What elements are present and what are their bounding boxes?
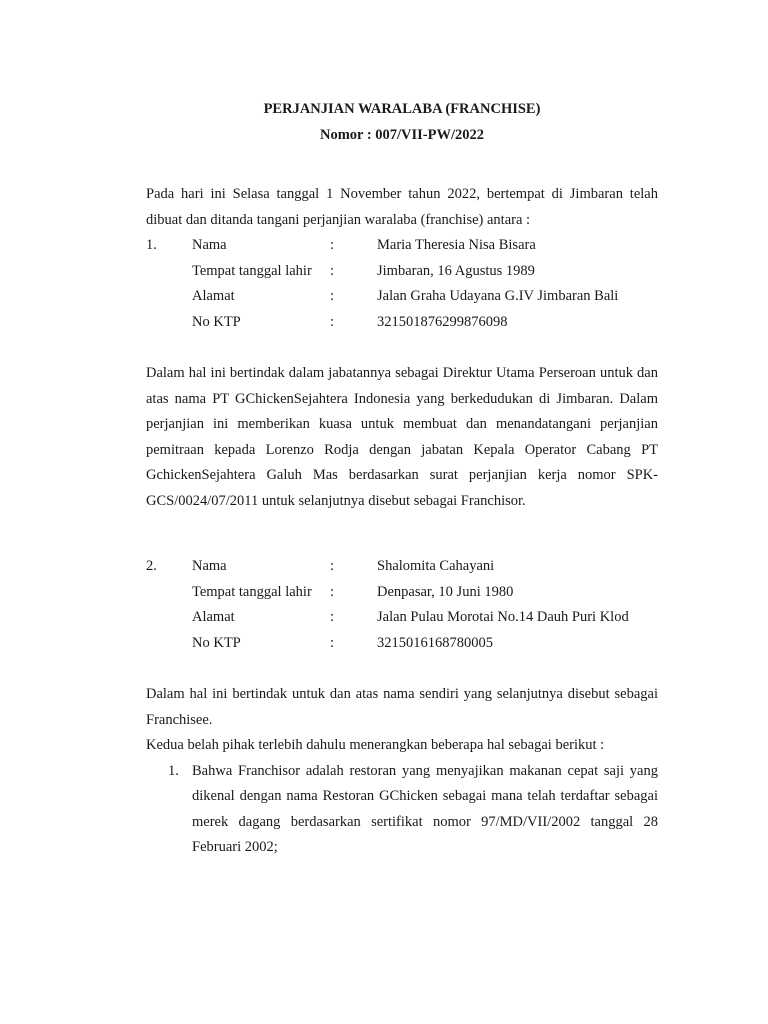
field-label: Nama <box>192 558 227 574</box>
field-value: Shalomita Cahayani <box>377 558 495 574</box>
field-value: Jalan Pulau Morotai No.14 Dauh Puri Klod <box>377 609 629 625</box>
field-value: Denpasar, 10 Juni 1980 <box>377 583 514 600</box>
list-item-number: 1. <box>168 762 179 779</box>
field-separator: : <box>330 583 335 600</box>
party-1-row-ktp <box>146 310 658 336</box>
field-separator: : <box>330 558 335 574</box>
spacer <box>146 656 658 682</box>
field-separator: : <box>330 609 335 625</box>
field-separator: : <box>330 237 335 253</box>
party-1-description: Dalam hal ini bertindak dalam jabatannya sebagai Direktur Utama Perseroan untuk dan atas nama PT GChickenSejahtera Indonesia yang berkedudukan di Jimbaran. Dalam perjanjian ini memberikan kuasa untuk membuat dan menandatangani perjanjian pemitraan kepada Lorenzo Rodja dengan jabatan Kepala Operator Cabang PT GchickenSejahtera Galuh Mas berdasarkan surat perjanjian kerja nomor SPK-GCS/0024/07/2011 untuk selanjutnya disebut sebagai Franchisor. <box>146 365 658 509</box>
list-item <box>146 759 658 861</box>
spacer <box>146 514 658 554</box>
party-2-number: 2. <box>146 558 157 574</box>
opening-paragraph: Pada hari ini Selasa tanggal 1 November tahun 2022, bertempat di Jimbaran telah dibuat dan ditanda tangani perjanjian waralaba (franchise) antara : <box>146 186 658 228</box>
field-separator: : <box>330 313 335 330</box>
party-2-row-address <box>146 605 658 631</box>
party-2-row-ktp <box>146 631 658 657</box>
document-title: PERJANJIAN WARALABA (FRANCHISE) <box>263 101 541 117</box>
field-separator: : <box>330 262 335 279</box>
field-label: No KTP <box>192 634 241 651</box>
field-separator: : <box>330 288 335 304</box>
field-value: Jimbaran, 16 Agustus 1989 <box>377 262 535 279</box>
field-label: Alamat <box>192 288 235 304</box>
party-2-details <box>146 554 658 656</box>
field-value: Maria Theresia Nisa Bisara <box>377 237 536 253</box>
field-label: Alamat <box>192 609 235 625</box>
points-list <box>146 759 658 861</box>
field-separator: : <box>330 634 335 651</box>
points-intro: Kedua belah pihak terlebih dahulu menerangkan beberapa hal sebagai berikut : <box>146 737 605 753</box>
field-value: 321501876299876098 <box>377 313 508 330</box>
field-label: No KTP <box>192 313 241 330</box>
field-value: Jalan Graha Udayana G.IV Jimbaran Bali <box>377 288 619 304</box>
field-label: Nama <box>192 237 227 253</box>
party-2-row-name <box>146 554 658 580</box>
party-2-description: Dalam hal ini bertindak untuk dan atas nama sendiri yang selanjutnya disebut sebagai Franchisee. <box>146 686 658 728</box>
party-1-details <box>146 233 658 335</box>
party-1-row-birth <box>146 259 658 285</box>
field-label: Tempat tanggal lahir <box>192 583 312 600</box>
party-2-row-birth <box>146 580 658 606</box>
field-label: Tempat tanggal lahir <box>192 262 312 279</box>
document-page <box>146 96 658 861</box>
spacer <box>146 335 658 361</box>
list-item-text: Bahwa Franchisor adalah restoran yang menyajikan makanan cepat saji yang dikenal dengan nama Restoran GChicken sebagai mana telah terdaftar sebagai merek dagang berdasarkan sertifikat nomor 97/MD/VII/2002 tanggal 28 Februari 2002; <box>192 762 658 855</box>
party-1-number: 1. <box>146 237 157 253</box>
document-number: Nomor : 007/VII-PW/2022 <box>319 127 485 143</box>
field-value: 3215016168780005 <box>377 634 493 651</box>
party-1-row-address <box>146 284 658 310</box>
party-1-row-name <box>146 233 658 259</box>
